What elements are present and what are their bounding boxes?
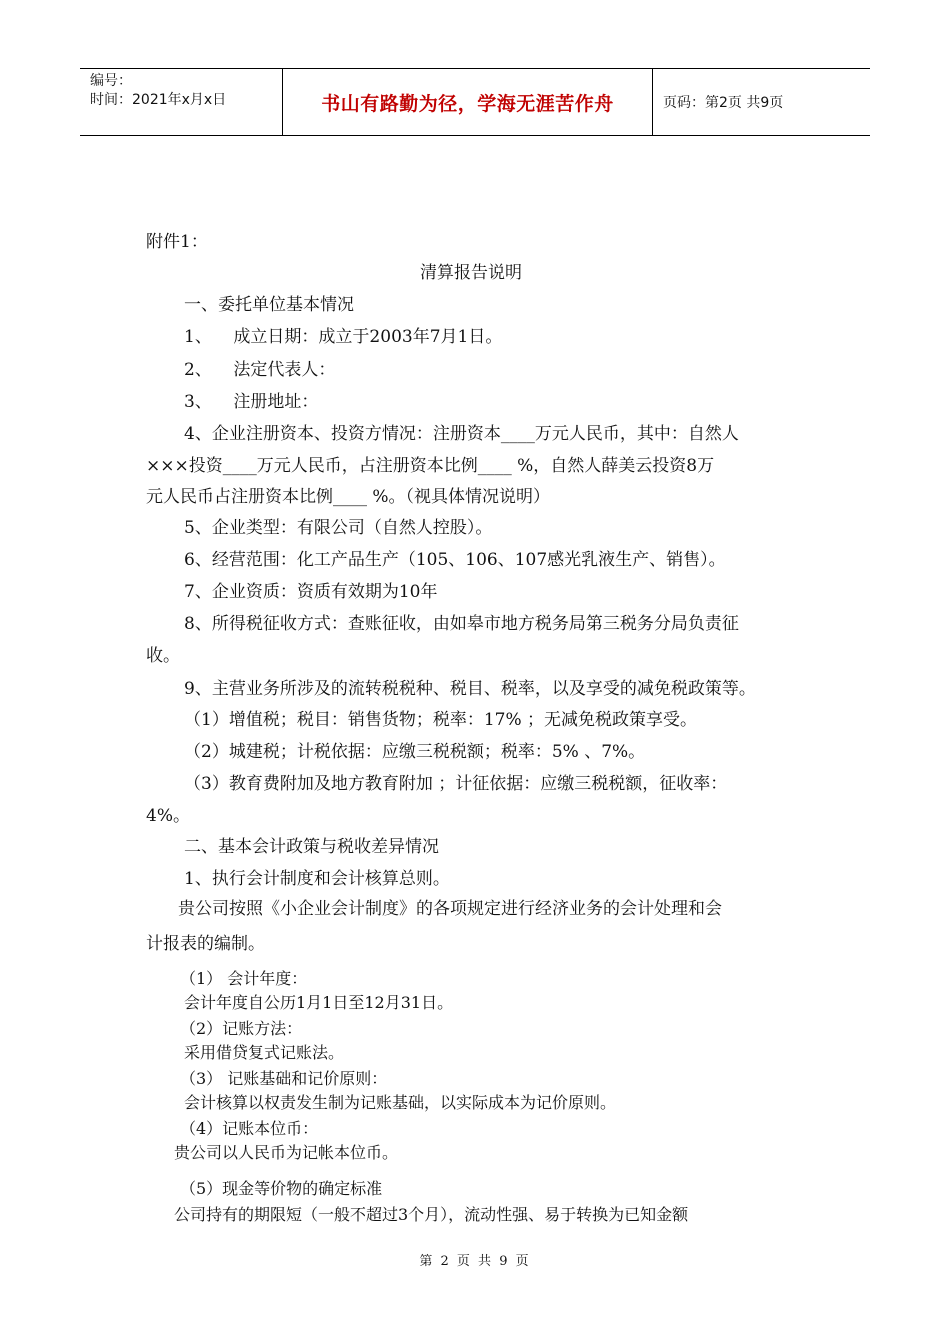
subsection-heading: （5）现金等价物的确定标准 [180,1179,383,1198]
paragraph-line: 会计核算以权责发生制为记账基础，以实际成本为记价原则。 [184,1093,617,1112]
header-meta [80,69,283,135]
paragraph-line: 计报表的编制。 [146,934,265,954]
paragraph-line: 9、主营业务所涉及的流转税税种、税目、税率，以及享受的减免税政策等。 [184,679,756,699]
paragraph-line: 3、 注册地址： [184,392,319,412]
paragraph-line: 贵公司以人民币为记帐本位币。 [174,1143,399,1162]
paragraph-line: 贵公司按照《小企业会计制度》的各项规定进行经济业务的会计处理和会 [178,899,722,919]
section-heading-1: 一、委托单位基本情况 [184,295,354,315]
paragraph-line: ×××投资____万元人民币，占注册资本比例____ %，自然人薛美云投资8万 [146,456,715,476]
header-time: 时间：2021年x月x日 [90,92,227,108]
page-header [80,68,870,136]
paragraph-line: （3）教育费附加及地方教育附加 ；计征依据：应缴三税税额，征收率： [184,774,728,794]
section-heading-2: 二、基本会计政策与税收差异情况 [184,837,439,857]
header-page-number: 页码：第2页 共9页 [663,95,784,111]
paragraph-line: （1）增值税；税目：销售货物；税率：17% ；无减免税政策享受。 [184,710,698,730]
paragraph-line: 元人民币占注册资本比例____ %。（视具体情况说明） [146,487,551,507]
paragraph-line: 会计年度自公历1月1日至12月31日。 [184,993,454,1012]
subsection-heading: （2）记账方法： [180,1019,303,1038]
paragraph-line: 5、企业类型：有限公司（自然人控股）。 [184,518,493,538]
subsection-heading: （4）记账本位币： [180,1119,319,1138]
paragraph-line: 1、执行会计制度和会计核算总则。 [184,869,450,889]
paragraph-line: 7、企业资质：资质有效期为10年 [184,582,438,602]
header-code: 编号： [90,73,132,89]
paragraph-line: 4、企业注册资本、投资方情况：注册资本____万元人民币，其中：自然人 [184,424,739,444]
subsection-heading: （1） 会计年度： [180,969,308,988]
attachment-label: 附件1： [146,232,208,252]
paragraph-line: （2）城建税；计税依据：应缴三税税额；税率：5% 、7%。 [184,742,646,762]
paragraph-line: 采用借贷复式记账法。 [184,1043,345,1062]
paragraph-line: 2、 法定代表人： [184,360,336,380]
paragraph-line: 4%。 [146,806,190,826]
page-footer: 第 2 页 共 9 页 [419,1254,531,1269]
document-title: 清算报告说明 [420,263,522,283]
header-motto: 书山有路勤为径，学海无涯苦作舟 [283,69,653,135]
paragraph-line: 收。 [146,646,180,666]
subsection-heading: （3） 记账基础和记价原则： [180,1069,388,1088]
paragraph-line: 公司持有的期限短（一般不超过3个月），流动性强、易于转换为已知金额 [174,1205,689,1224]
paragraph-line: 6、经营范围：化工产品生产（105、106、107感光乳液生产、销售）。 [184,550,726,570]
paragraph-line: 1、 成立日期：成立于2003年7月1日。 [184,327,503,347]
paragraph-line: 8、所得税征收方式：查账征收，由如皋市地方税务局第三税务分局负责征 [184,614,739,634]
